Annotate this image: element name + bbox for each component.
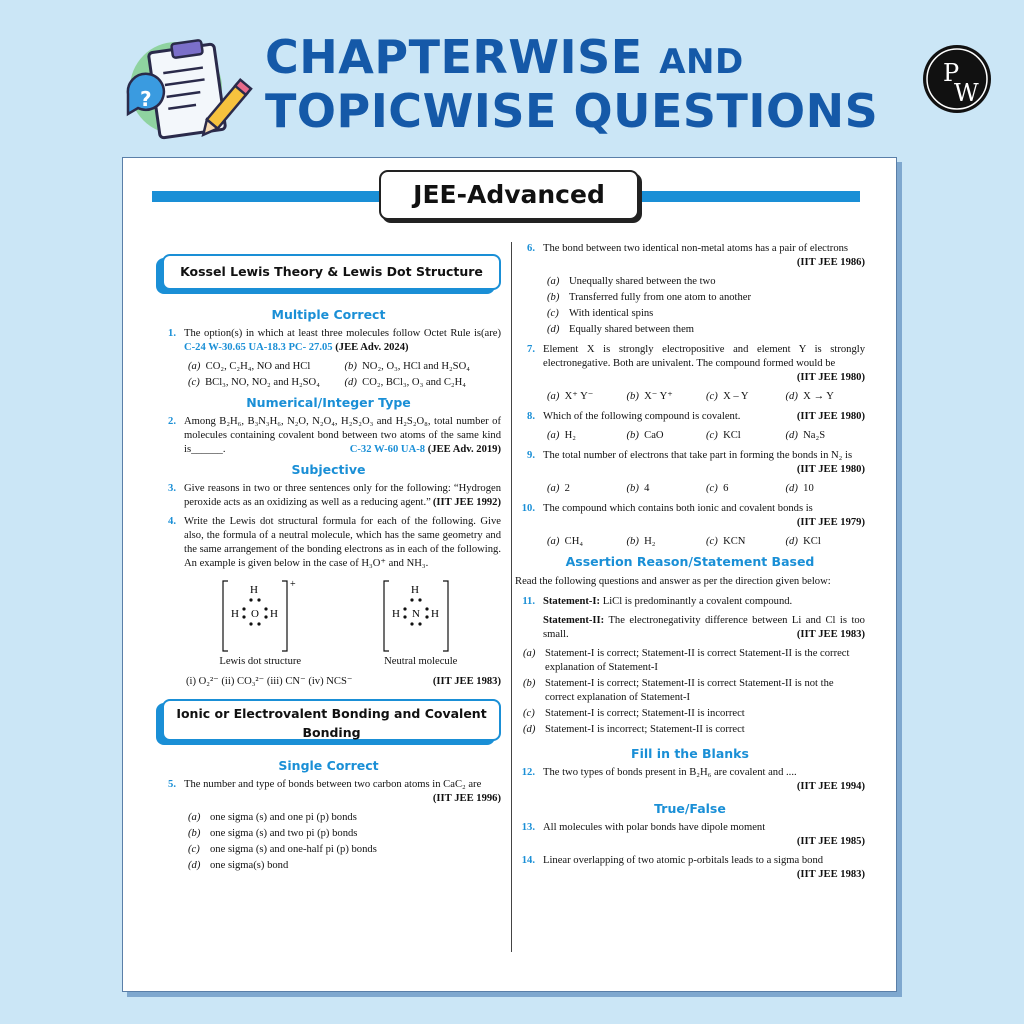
question-source: (IIT JEE 1986) <box>796 257 865 268</box>
question-number: 5. <box>168 779 176 790</box>
question-source: (IIT JEE 1994) <box>796 781 865 792</box>
option-b[interactable]: (b) one sigma (s) and two pi (p) bonds <box>188 828 358 839</box>
topic-heading: Ionic or Electrovalent Bonding and Covalent Bonding <box>162 699 501 741</box>
section-heading: True/False <box>654 801 726 816</box>
question-text: Among B₂H₆, B₃N₃H₆, N₂O, N₂O₄, H₂S₂O₃ and H₂S₂O₈, total number of molecules containing covalent bond between two atoms of the same kind is______. <box>184 416 501 455</box>
option-b[interactable]: (b) Transferred fully from one atom to another <box>547 292 752 303</box>
question-item <box>156 515 501 571</box>
question-number: 13. <box>521 822 535 833</box>
svg-text:H: H <box>391 608 400 620</box>
section-heading: Subjective <box>291 462 366 477</box>
logo-p: P <box>943 59 960 87</box>
column-divider <box>511 242 512 952</box>
question-number: 8. <box>527 411 535 422</box>
option-c[interactable]: BCl₃, NO, NO₂ and H₂SO₄ <box>205 377 320 388</box>
question-number: 9. <box>527 450 535 461</box>
question-number: 4. <box>168 516 176 527</box>
section-heading: Multiple Correct <box>271 307 386 322</box>
question-text: The compound which contains both ionic and covalent bonds is <box>543 503 813 514</box>
option-row <box>547 390 865 404</box>
question-subitems <box>186 675 501 689</box>
option-c[interactable]: (c) one sigma (s) and one-half pi (p) bonds <box>188 844 377 855</box>
option-d[interactable]: (d) X → Y <box>785 391 834 402</box>
option-a[interactable]: (a) 2 <box>547 483 570 494</box>
svg-text:+: + <box>290 579 296 590</box>
question-number: 3. <box>168 483 176 494</box>
question-item <box>515 502 865 530</box>
clipboard-illustration <box>118 30 258 148</box>
statement-text: LiCl is predominantly a covalent compound. <box>602 596 793 607</box>
lewis-nh3-diagram <box>381 577 461 655</box>
option-a[interactable]: (a) Unequally shared between the two <box>547 276 716 287</box>
question-code: C-24 W-30.65 UA-18.3 PC- 27.05 <box>184 342 333 353</box>
question-text: Element X is strongly electropositive and element Y is strongly electronegative. Both are univalent. The compound formed would be <box>543 344 865 369</box>
question-item <box>156 778 501 806</box>
question-number: 11. <box>522 596 535 607</box>
option-d[interactable]: (d) KCl <box>785 536 821 547</box>
option-b[interactable]: (b) CaO <box>626 430 664 441</box>
question-source: (IIT JEE 1983) <box>796 869 865 880</box>
option-b[interactable]: (b) 4 <box>626 483 650 494</box>
option-c[interactable]: (c) X – Y <box>706 391 749 402</box>
option-b[interactable]: (b) X⁻ Y⁺ <box>626 391 673 402</box>
svg-text:H: H <box>231 608 240 620</box>
section-heading: Numerical/Integer Type <box>246 395 411 410</box>
section-heading: Fill in the Blanks <box>631 746 749 761</box>
svg-text:O: O <box>251 608 260 620</box>
question-source: (IIT JEE 1983) <box>432 676 501 687</box>
section-heading: Single Correct <box>278 758 379 773</box>
option-a[interactable]: (a) CH₄ <box>547 536 584 547</box>
option-row <box>547 482 865 496</box>
question-item <box>156 482 501 510</box>
question-item <box>156 415 501 457</box>
option-row: (a) CO₂, C₂H₄, NO and HCl (b) NO₂, O₃, HCl and H₂SO₄ <box>188 361 470 372</box>
option-d[interactable]: (d) Statement-I is incorrect; Statement-II is correct <box>523 724 745 735</box>
statement-text: The electronegativity difference between Li and Cl is too small. <box>543 615 865 640</box>
question-text: Linear overlapping of two atomic p-orbitals leads to a sigma bond <box>543 855 824 866</box>
logo-w: W <box>954 79 979 107</box>
option-d[interactable]: (d) Equally shared between them <box>547 324 695 335</box>
title-and: AND <box>659 42 744 82</box>
svg-text:H: H <box>250 584 259 596</box>
question-text: Write the Lewis dot structural formula for each of the following. Give also, the formula of a neutral molecule, which has the same geometry and the same arrangement of the bonding electrons as in each of the following. An example is given below in the case of H₃O⁺ and NH₃. <box>184 516 501 569</box>
question-source: (IIT JEE 1980) <box>796 464 865 475</box>
option-a[interactable]: (a) H₂ <box>547 430 577 441</box>
question-item <box>515 343 865 385</box>
question-number: 2. <box>168 416 176 427</box>
svg-text:?: ? <box>140 87 152 111</box>
question-source: (JEE Adv. 2024) <box>335 342 409 353</box>
option-d[interactable]: (d) one sigma(s) bond <box>188 860 289 871</box>
question-source: (IIT JEE 1983) <box>796 629 865 640</box>
question-item <box>515 595 865 642</box>
question-number: 6. <box>527 243 535 254</box>
exam-badge: JEE-Advanced <box>379 170 639 220</box>
svg-text:N: N <box>411 608 420 620</box>
question-item <box>515 821 865 849</box>
right-column <box>515 242 865 887</box>
option-c[interactable]: (c) KCl <box>706 430 741 441</box>
question-source: (IIT JEE 1992) <box>432 497 501 508</box>
question-source: (IIT JEE 1980) <box>796 411 865 422</box>
section-heading: Assertion Reason/Statement Based <box>565 554 815 569</box>
question-source: (IIT JEE 1985) <box>796 836 865 847</box>
topic-heading: Kossel Lewis Theory & Lewis Dot Structure <box>162 254 501 290</box>
option-a[interactable]: CO₂, C₂H₄, NO and HCl <box>205 361 311 372</box>
option-c[interactable]: (c) KCN <box>706 536 746 547</box>
question-item <box>156 327 501 355</box>
option-row <box>547 429 865 443</box>
option-d[interactable]: CO₂, BCl₃, O₃ and C₂H₄ <box>362 377 466 388</box>
question-source: (JEE Adv. 2019) <box>427 444 501 455</box>
pw-logo-icon <box>921 43 993 115</box>
question-source: (IIT JEE 1979) <box>796 517 865 528</box>
lewis-caption: Lewis dot structure <box>219 656 302 667</box>
question-text: Which of the following compound is covalent. <box>543 411 741 422</box>
question-number: 12. <box>521 767 535 778</box>
option-a[interactable]: (a) X⁺ Y⁻ <box>547 391 594 402</box>
question-source: (IIT JEE 1996) <box>432 793 501 804</box>
option-c[interactable]: (c) With identical spins <box>547 308 654 319</box>
option-b[interactable]: (b) Statement-I is correct; Statement-II is correct Statement-II is not the correct explanation of Statement-I <box>523 678 834 703</box>
option-b[interactable]: (b) H₂ <box>626 536 656 547</box>
question-number: 10. <box>521 503 535 514</box>
question-card <box>122 157 897 992</box>
question-number: 14. <box>521 855 535 866</box>
option-b[interactable]: NO₂, O₃, HCl and H₂SO₄ <box>362 361 470 372</box>
instruction-text: Read the following questions and answer as per the direction given below: <box>515 576 831 587</box>
svg-text:H: H <box>430 608 439 620</box>
lewis-h3o-diagram <box>220 577 300 655</box>
question-text: The two types of bonds present in B₂H₆ are covalent and .... <box>543 767 797 778</box>
question-text: The number and type of bonds between two carbon atoms in CaC₂ are <box>184 779 482 790</box>
question-text: The option(s) in which at least three molecules follow Octet Rule is(are) <box>184 328 501 339</box>
subitem-list: (i) O₂²⁻ (ii) CO₃²⁻ (iii) CN⁻ (iv) NCS⁻ <box>186 676 353 687</box>
option-a[interactable]: (a) one sigma (s) and one pi (p) bonds <box>188 812 357 823</box>
left-column <box>156 246 501 875</box>
statement-label: Statement-I: <box>543 596 601 607</box>
lewis-caption: Neutral molecule <box>384 656 458 667</box>
question-text: All molecules with polar bonds have dipole moment <box>543 822 766 833</box>
svg-text:H: H <box>270 608 279 620</box>
question-text: The total number of electrons that take part in forming the bonds in N₂ is <box>543 450 853 461</box>
title-line1: CHAPTERWISE <box>265 30 643 84</box>
question-item <box>515 766 865 794</box>
question-item <box>515 449 865 477</box>
option-d[interactable]: (d) Na₂S <box>785 430 826 441</box>
option-c[interactable]: (c) 6 <box>706 483 729 494</box>
question-code: C-32 W-60 UA-8 <box>349 444 426 455</box>
title-line2: TOPICWISE QUESTIONS <box>265 84 879 138</box>
option-a[interactable]: (a) Statement-I is correct; Statement-II is correct Statement-II is the correct explanation of Statement-I <box>523 648 850 673</box>
option-c[interactable]: (c) Statement-I is correct; Statement-II is incorrect <box>523 708 745 719</box>
header-title <box>265 30 885 138</box>
question-item <box>515 242 865 270</box>
question-text: The bond between two identical non-metal atoms has a pair of electrons <box>543 243 849 254</box>
question-number: 7. <box>527 344 535 355</box>
option-d[interactable]: (d) 10 <box>785 483 814 494</box>
question-item <box>515 410 865 424</box>
lewis-structures <box>180 577 501 669</box>
svg-text:H: H <box>410 584 419 596</box>
question-text: Give reasons in two or three sentences only for the following: “Hydrogen peroxide acts as an oxidizing as well as a reducing agent.” <box>184 483 501 508</box>
question-source: (IIT JEE 1980) <box>796 372 865 383</box>
option-row: (c) BCl₃, NO, NO₂ and H₂SO₄ (d) CO₂, BCl₃, O₃ and C₂H₄ <box>188 377 466 388</box>
option-row <box>547 535 865 549</box>
question-number: 1. <box>168 328 176 339</box>
question-item <box>515 854 865 882</box>
statement-label: Statement-II: <box>543 615 605 626</box>
